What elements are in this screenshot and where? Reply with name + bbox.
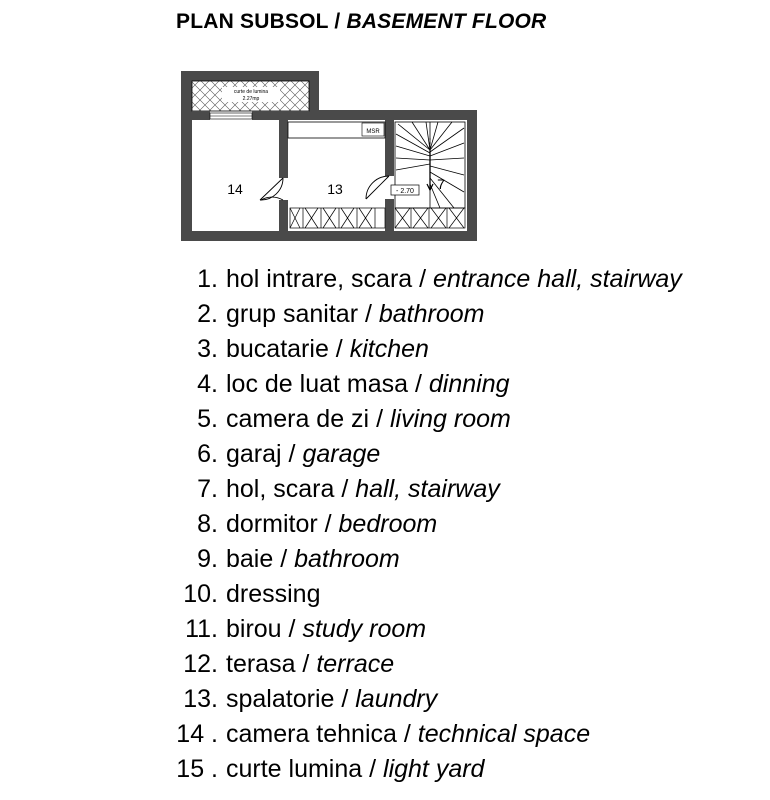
legend-item [160,402,682,437]
legend-name-en: living room [389,405,511,433]
meter-label: MSR [366,129,380,135]
legend-separator: / [358,300,379,328]
legend-name-ro: loc de luat masa [226,370,409,398]
legend-item [160,367,682,402]
legend-name-ro: birou [226,615,282,643]
legend-separator: / [281,615,303,643]
legend-item [160,612,682,647]
legend-name-en: kitchen [349,335,429,363]
basement-floor-plan [0,0,770,250]
legend-name-en: bathroom [378,300,485,328]
legend-separator: / [396,720,418,748]
legend-item [160,577,682,612]
legend-separator: / [362,755,384,783]
partition-wall-13-7-lower [385,199,394,231]
light-yard-wall-right [252,111,309,120]
legend-name-ro: spalatorie [226,685,335,713]
legend-name-ro: hol intrare, scara [226,265,413,293]
laundry-cabinets [290,208,385,228]
partition-wall-13-7 [385,120,394,176]
legend-name-ro: camera tehnica [226,720,397,748]
legend-separator: / [334,685,356,713]
legend-name-ro: hol, scara [226,475,335,503]
room-13-label: 13 [327,181,343,197]
legend-number: 4. [197,370,218,398]
legend-item [160,437,682,472]
legend-name-ro: dressing [226,580,321,608]
room-7-label: 7 [437,176,445,192]
legend-item [160,717,682,752]
legend-name-en: entrance hall, stairway [433,265,682,293]
legend-number: 6. [197,440,218,468]
legend-number: 1. [197,265,218,293]
legend-number: 12. [183,650,218,678]
legend-item [160,262,682,297]
legend-number: 5. [197,405,218,433]
legend-name-en: bedroom [338,510,438,538]
legend-number: 3. [197,335,218,363]
legend-number: 15 . [176,755,218,783]
legend-separator: / [408,370,429,398]
title-ro: PLAN SUBSOL / [176,10,341,33]
door-13-7 [366,176,389,199]
legend-number: 14 . [176,720,218,748]
legend-number: 2. [197,300,218,328]
legend-number: 7. [197,475,218,503]
legend-name-en: study room [302,615,427,643]
legend-item [160,332,682,367]
light-yard-label: curte de lumina [233,89,269,95]
legend-number: 10. [183,580,218,608]
stair-cabinets [395,208,465,228]
room-legend [160,262,682,787]
legend-name-ro: garaj [226,440,282,468]
legend-name-en: garage [302,440,381,468]
legend-name-en: dinning [428,370,510,398]
title-en: BASEMENT FLOOR [346,10,547,33]
legend-name-en: hall, stairway [355,475,500,503]
light-yard-area: 2.27mp [242,96,260,102]
legend-item [160,752,682,787]
legend-name-en: laundry [355,685,438,713]
legend-item [160,472,682,507]
legend-name-en: bathroom [294,545,400,573]
legend-number: 9. [197,545,218,573]
legend-separator: / [273,545,295,573]
legend-number: 8. [197,510,218,538]
door-14-13 [260,178,283,200]
legend-item [160,507,682,542]
legend-item [160,647,682,682]
legend-separator: / [295,650,317,678]
legend-separator: / [328,335,350,363]
legend-item [160,297,682,332]
legend-number: 13. [183,685,218,713]
legend-separator: / [334,475,356,503]
legend-separator: / [317,510,339,538]
legend-separator: / [369,405,390,433]
legend-item [160,682,682,717]
legend-name-ro: dormitor [226,510,318,538]
legend-item [160,542,682,577]
legend-name-ro: grup sanitar [226,300,359,328]
legend-name-en: terrace [316,650,395,678]
legend-number: 11. [185,615,218,643]
legend-name-ro: curte lumina [226,755,363,783]
legend-name-en: technical space [417,720,591,748]
partition-wall-14-13-lower [279,200,288,231]
partition-wall-14-13 [279,120,288,178]
room-14-label: 14 [227,181,243,197]
level-label: - 2.70 [396,188,414,195]
legend-name-ro: terasa [226,650,296,678]
light-yard-wall-left [192,111,210,120]
legend-name-ro: bucatarie [226,335,329,363]
legend-name-en: light yard [383,755,485,783]
legend-separator: / [412,265,434,293]
legend-name-ro: camera de zi [226,405,370,433]
legend-separator: / [281,440,303,468]
legend-name-ro: baie [226,545,274,573]
